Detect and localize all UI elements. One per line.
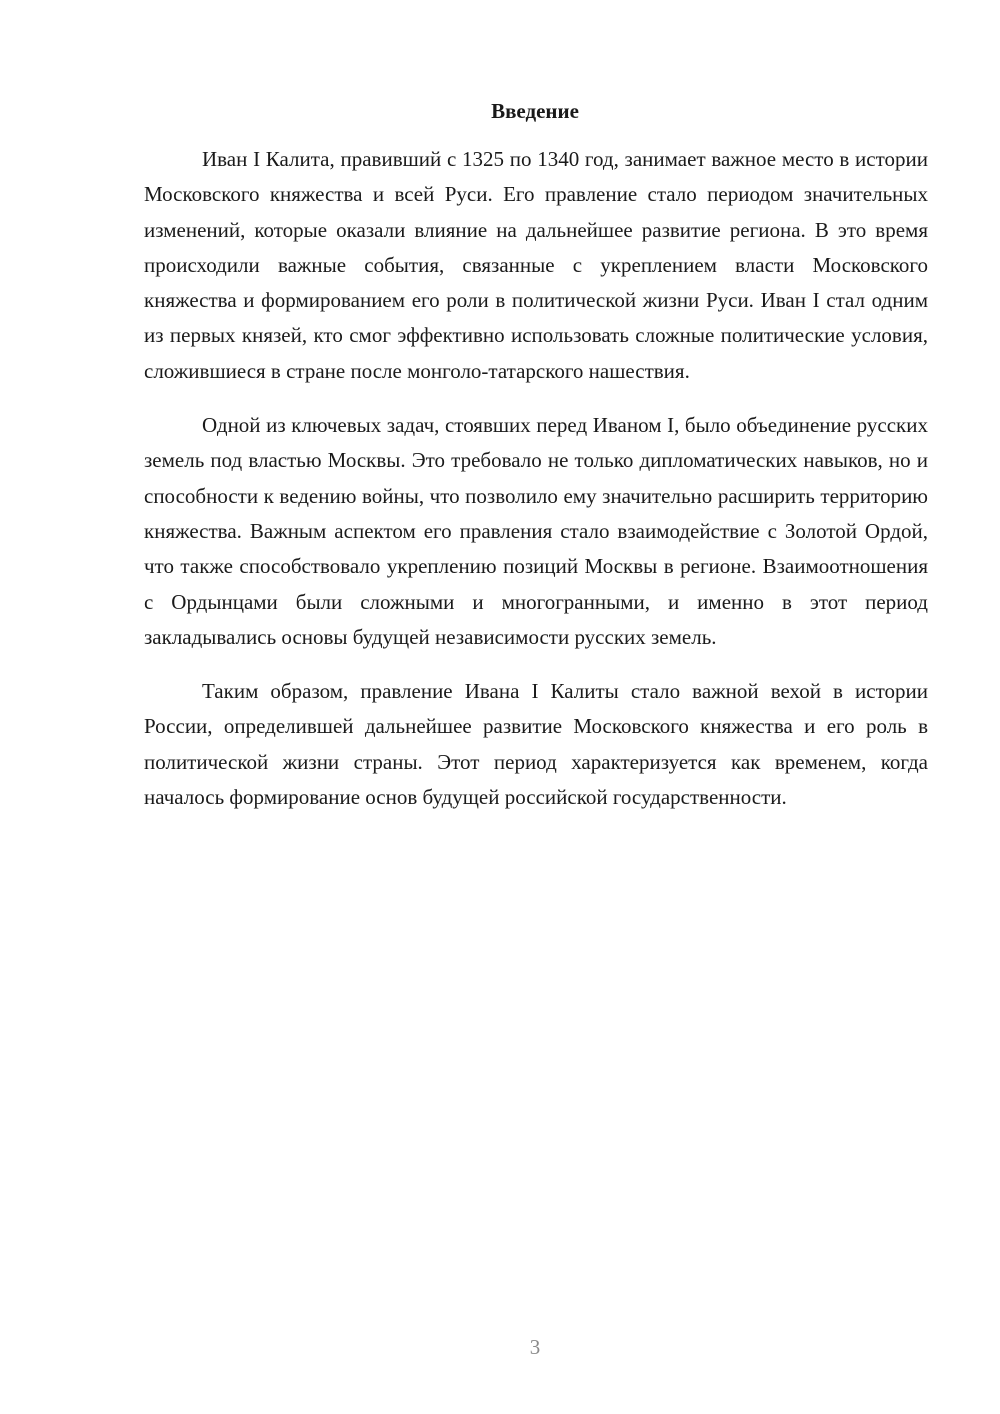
page-number: 3 xyxy=(529,1335,541,1359)
section-heading: Введение xyxy=(491,99,579,123)
body-text xyxy=(144,142,928,834)
paragraph-3: Таким образом, правление Ивана I Калиты стало важной вехой в истории России, определившей дальнейшее развитие Московского княжества и его роль в политической жизни страны. Этот период характеризуется как временем, когда началось формирование основ будущей российской государственности. xyxy=(144,679,928,810)
paragraph-1: Иван I Калита, правивший с 1325 по 1340 год, занимает важное место в истории Московского княжества и всей Руси. Его правление стало периодом значительных изменений, которые оказали влияние на дальнейшее развитие региона. В это время происходили важные события, связанные с укреплением власти Московского княжества и формированием его роли в политической жизни Руси. Иван I стал одним из первых князей, кто смог эффективно использовать сложные политические условия, сложившиеся в стране после монголо-татарского нашествия. xyxy=(144,147,928,383)
paragraph-2: Одной из ключевых задач, стоявших перед Иваном I, было объединение русских земель под властью Москвы. Это требовало не только дипломатических навыков, но и способности к ведению войны, что позволило ему значительно расширить территорию княжества. Важным аспектом его правления стало взаимодействие с Золотой Ордой, что также способствовало укреплению позиций Москвы в регионе. Взаимоотношения с Ордынцами были сложными и многогранными, и именно в этот период закладывались основы будущей независимости русских земель. xyxy=(144,413,928,649)
